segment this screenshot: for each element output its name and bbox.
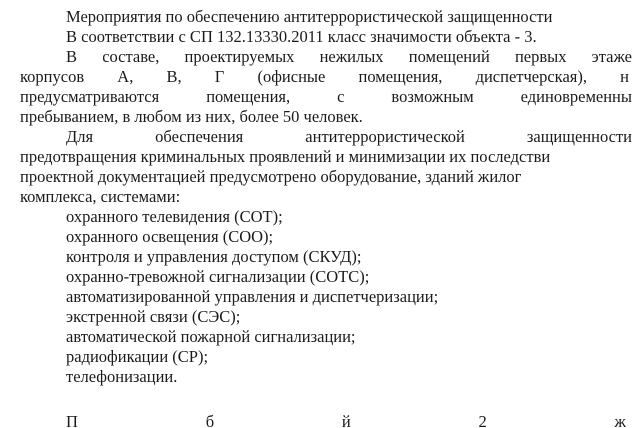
para1-line1: В составе, проектируемых нежилых помещений первых этаже [66, 47, 632, 66]
para2-line1: Для обеспечения антитеррористической защищенности [66, 127, 632, 146]
class-significance-line: В соответствии с СП 132.13330.2011 класс значимости объекта - 3. [66, 27, 537, 46]
system-item: охранного освещения (СОО); [66, 227, 274, 246]
para1-line3: предусматриваются помещения, с возможным единовременны [20, 87, 632, 106]
para1-line4: пребыванием, в любом из них, более 50 человек. [20, 107, 363, 126]
para2-line2: предотвращения криминальных проявлений и минимизации их последстви [20, 147, 551, 166]
system-item: экстренной связи (СЭС); [66, 307, 241, 326]
para2-line4: комплекса, системами: [20, 187, 181, 206]
system-item: телефонизации. [66, 367, 178, 386]
system-item: контроля и управления доступом (СКУД); [66, 247, 362, 266]
system-item: охранно-тревожной сигнализации (СОТС); [66, 267, 370, 286]
para1-line2: корпусов А, В, Г (офисные помещения, диспетчерская), н [20, 67, 629, 86]
system-item: автоматизированной управления и диспетчеризации; [66, 287, 439, 306]
section-title: Мероприятия по обеспечению антитеррористической защищенности [66, 7, 553, 26]
para2-line3: проектной документацией предусмотрено оборудование, зданий жилог [20, 167, 522, 186]
cut-off-top-line [0, 0, 632, 6]
system-item: автоматической пожарной сигнализации; [66, 327, 356, 346]
para3-line1-cutoff: П б й 2 ж [66, 412, 626, 428]
system-item: радиофикации (СР); [66, 347, 209, 366]
system-item: охранного телевидения (СОТ); [66, 207, 283, 226]
